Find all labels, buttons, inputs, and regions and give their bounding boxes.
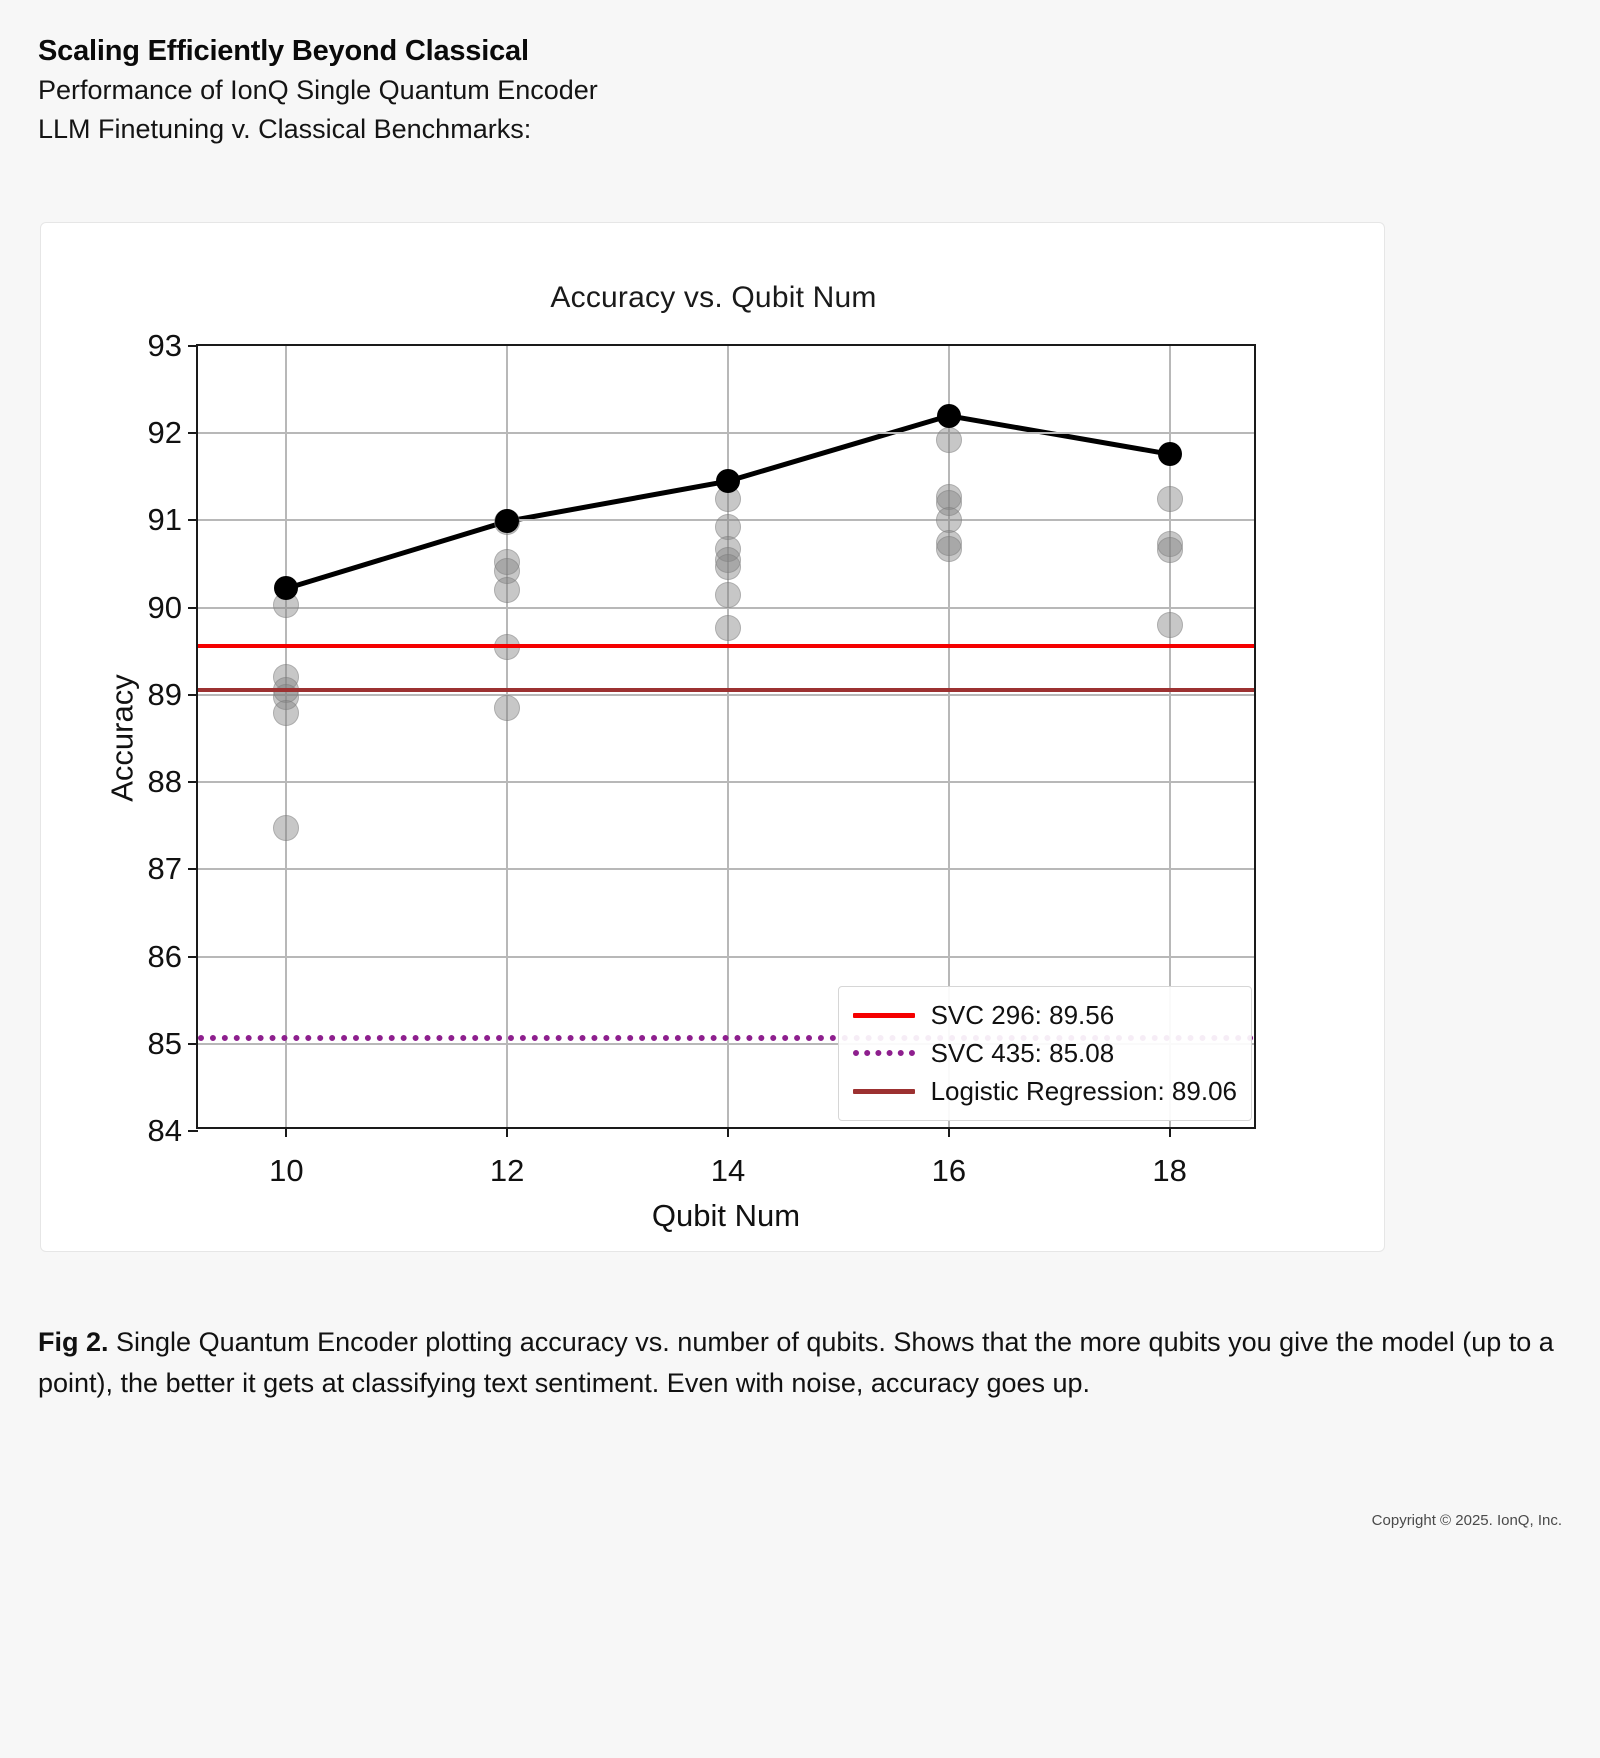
gridline-horizontal (198, 956, 1254, 958)
scatter-point (936, 427, 962, 453)
x-tick-mark (948, 1127, 950, 1137)
y-tick-label: 90 (147, 589, 182, 625)
gridline-vertical (727, 346, 729, 1127)
scatter-point (494, 695, 520, 721)
y-tick-mark (188, 781, 198, 783)
figure-caption (38, 1322, 1568, 1404)
gridline-horizontal (198, 432, 1254, 434)
figure-card (40, 222, 1385, 1252)
gridline-vertical (506, 346, 508, 1127)
plot-axes (147, 328, 1256, 1188)
page-subtitle-line-2: LLM Finetuning v. Classical Benchmarks: (38, 114, 532, 145)
legend-label: SVC 296: 89.56 (930, 999, 1115, 1030)
legend-item[interactable] (853, 996, 1237, 1034)
x-tick-mark (727, 1127, 729, 1137)
mean-marker (1158, 442, 1182, 466)
y-tick-label: 84 (147, 1113, 182, 1148)
mean-marker (716, 469, 740, 493)
x-tick-label: 14 (710, 1153, 746, 1188)
gridline-horizontal (198, 694, 1254, 696)
y-tick-label: 87 (147, 851, 182, 887)
scatter-point (715, 582, 741, 608)
y-tick-mark (188, 1130, 198, 1132)
reference-line (198, 644, 1254, 648)
y-tick-mark (188, 345, 198, 347)
y-tick-mark (188, 1043, 198, 1045)
x-tick-label: 10 (269, 1153, 304, 1188)
chart-title: Accuracy vs. Qubit Num (550, 281, 877, 314)
legend-swatch-icon (853, 1044, 915, 1062)
x-tick-label: 16 (931, 1153, 967, 1188)
page-subtitle-line-1: Performance of IonQ Single Quantum Encoder (38, 75, 598, 106)
x-tick-mark (285, 1127, 287, 1137)
scatter-point (1157, 612, 1183, 638)
legend-label: SVC 435: 85.08 (930, 1037, 1115, 1068)
legend-line-sample (853, 1089, 915, 1094)
legend-label: Logistic Regression: 89.06 (930, 1075, 1237, 1106)
legend-line-sample (853, 1050, 915, 1056)
scatter-point (936, 536, 962, 562)
x-axis-label: Qubit Num (651, 1198, 801, 1233)
header (38, 32, 1238, 149)
y-tick-mark (188, 694, 198, 696)
legend-item[interactable] (853, 1072, 1237, 1110)
legend-swatch-icon (853, 1082, 915, 1100)
y-tick-mark (188, 607, 198, 609)
x-tick-mark (1169, 1127, 1171, 1137)
scatter-point (1157, 537, 1183, 563)
y-tick-mark (188, 432, 198, 434)
scatter-point (715, 554, 741, 580)
scatter-point (1157, 486, 1183, 512)
y-axis-label: Accuracy (104, 674, 140, 802)
chart-legend (838, 986, 1252, 1121)
y-tick-label: 86 (147, 938, 182, 974)
gridline-horizontal (198, 868, 1254, 870)
copyright-notice: Copyright © 2025. IonQ, Inc. (1371, 1512, 1562, 1529)
legend-swatch-icon (853, 1006, 915, 1024)
gridline-vertical (285, 346, 287, 1127)
y-tick-label: 92 (147, 415, 182, 451)
x-tick-label: 12 (489, 1153, 525, 1188)
figure-caption-text: Single Quantum Encoder plotting accuracy vs. number of qubits. Shows that the more qubits you give the model (up to a point), the better it gets at classifying text sentiment. Even with noise, accuracy goes up. (38, 1327, 1554, 1399)
x-tick-label: 18 (1152, 1153, 1187, 1188)
legend-item[interactable] (853, 1034, 1237, 1072)
x-tick-mark (506, 1127, 508, 1137)
chart-container (41, 223, 1386, 1253)
y-tick-label: 91 (147, 502, 182, 538)
y-tick-label: 89 (147, 676, 182, 712)
y-tick-label: 93 (147, 328, 182, 363)
gridline-horizontal (198, 781, 1254, 783)
legend-line-sample (853, 1013, 915, 1018)
reference-line (198, 688, 1254, 692)
scatter-point (715, 615, 741, 641)
y-tick-mark (188, 519, 198, 521)
y-tick-label: 85 (147, 1025, 182, 1061)
y-tick-mark (188, 956, 198, 958)
y-tick-label: 88 (147, 764, 182, 800)
mean-marker (937, 404, 961, 428)
y-tick-mark (188, 868, 198, 870)
page-title: Scaling Efficiently Beyond Classical (38, 35, 529, 67)
figure-caption-label: Fig 2. (38, 1327, 109, 1357)
